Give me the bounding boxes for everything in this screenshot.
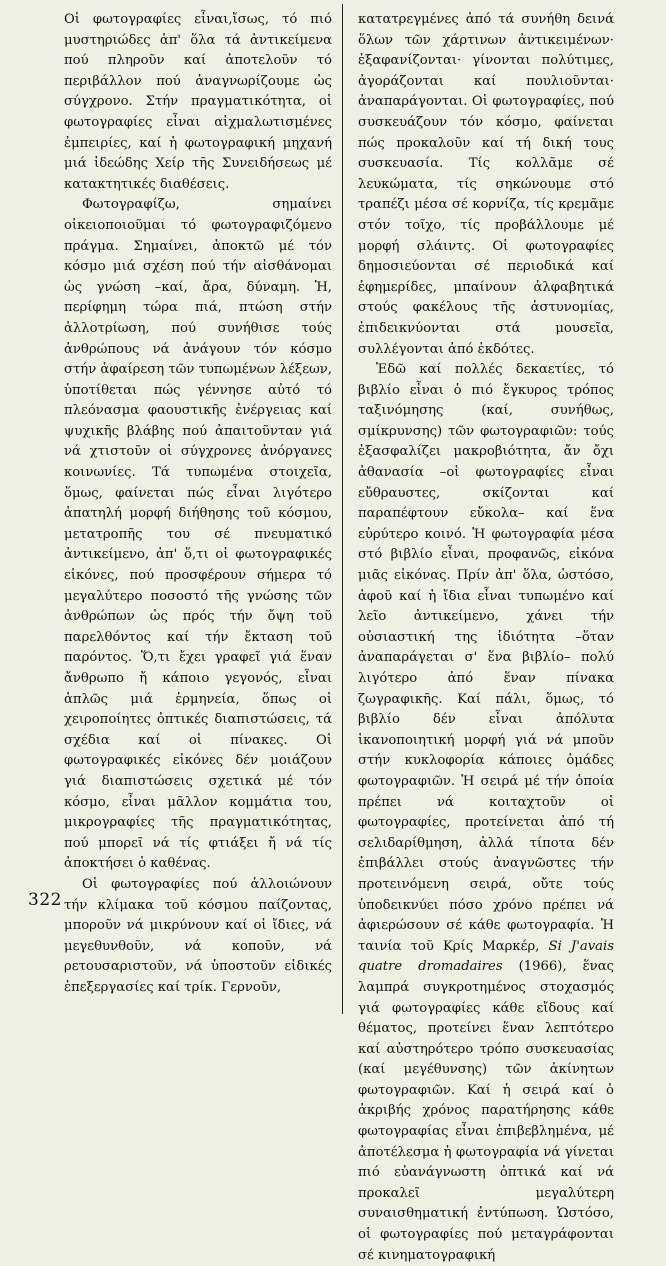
paragraph [358, 360, 614, 1266]
paragraph-continuation: κατατρεγμένες ἀπό τά συνήθη δεινά ὅλων τῶν χάρτινων ἀντικειμένων· ἐξαφανίζονται· γίνονται πολύτιμες, ἀγοράζονται καί πουλιοῦνται· ἀναπαράγονται. Οἱ φωτογραφίες, πού συσκευάζουν τόν κόσμο, φαίνεται πώς προκαλοῦν καί τή δική τους συσκευασία. Τίς κολλᾶμε σέ λευκώματα, τίς σηκώνουμε στό τραπέζι μέσα σέ κορνίζα, τίς κρεμᾶμε στόν τοῖχο, τίς προβάλλουμε μέ μορφή σλάιντς. Οἱ φωτογραφίες δημοσιεύονται σέ περιοδικά καί ἐφημερίδες, μπαίνουν ἀλφαβητικά στούς φακέλους τῆς ἀστυνομίας, ἐπιδεικνύονται στά μουσεῖα, συλλέγονται ἀπό ἐκδότες. [358, 12, 614, 357]
paragraph-text: Ἐδῶ καί πολλές δεκαετίες, τό βιβλίο εἶναι ὁ πιό ἔγκυρος τρόπος ταξινόμησης (καί, συνήθως, σμίκρυνσης) τῶν φωτογραφιῶν: τούς ἐξασφαλίζει μακροβιότητα, ἄν ὄχι ἀθανασία –οἱ φωτογραφίες εἶναι εὔθραυστες, σκίζονται καί παραπέφτουν εὔκολα– καί ἕνα εὐρύτερο κοινό. Ἡ φωτογραφία μέσα στό βιβλίο εἶναι, προφανῶς, εἰκόνα μιᾶς εἰκόνας. Πρίν ἀπ' ὅλα, ὡστόσο, ἀφοῦ καί ἡ ἴδια εἶναι τυπωμένο καί λεῖο ἀντικείμενο, χάνει τήν οὐσιαστική της ἰδιότητα –ὅταν ἀναπαράγεται σ' ἕνα βιβλίο– πολύ λιγότερο ἀπό ἕναν πίνακα ζωγραφικῆς. Καί πάλι, ὅμως, τό βιβλίο δέν εἶναι ἀπόλυτα ἱκανοποιητική μορφή γιά νά μποῦν στήν κυκλοφορία κάποιες ὁμάδες φωτογραφιῶν. Ἡ σειρά μέ τήν ὁποία πρέπει νά κοιταχτοῦν οἱ φωτογραφίες, προτείνεται ἀπό τή σελιδαρίθμηση, ἀλλά τίποτα δέν ἐπιβάλλει στούς ἀναγνῶστες τήν προτεινόμενη σειρά, οὔτε τούς ὑποδεικνύει πόσο χρόνο πρέπει νά ἀφιερώσουν σέ κάθε φωτογραφία. Ἡ ταινία τοῦ Κρίς Μαρκέρ, [358, 362, 614, 954]
left-text-column [64, 10, 332, 999]
paragraph: Οἱ φωτογραφίες πού ἀλλοιώνουν τήν κλίμακα τοῦ κόσμου παίζοντας, μποροῦν νά μικρύνουν καί οἱ ἴδιες, νά μεγεθυνθοῦν, νά κοποῦν, νά ρετουσαριστοῦν, νά ὑποστοῦν εἰδικές ἐπεξεργασίες καί τρίκ. Γερνοῦν, [64, 876, 332, 995]
column-divider [342, 4, 343, 1014]
paragraph-text: (1966), ἕνας λαμπρά συγκροτημένος στοχασμός γιά φωτογραφίες κάθε εἴδους καί θέματος, προτείνει ἕναν λεπτότερο καί αὐστηρότερο τρόπο συσκευασίας (καί μεγέθυνσης) τῶν ἀκίνητων φωτογραφιῶν. Καί ἡ σειρά καί ὁ ἀκριβής χρόνος παρατήρησης κάθε φωτογραφίας εἶναι ἐπιβεβλημένα, μέ ἀποτέλεσμα ἡ φωτογραφία νά γίνεται πιό εὐανάγνωστη ὀπτικά καί νά προκαλεῖ μεγαλύτερη συναισθηματική ἐντύπωση. Ὡστόσο, οἱ φωτογραφίες πού μεταγράφονται σέ κινηματογραφική [358, 959, 614, 1263]
right-text-column [358, 10, 614, 1266]
paragraph: Οἱ φωτογραφίες εἶναι,ἴσως, τό πιό μυστηριώδες ἀπ' ὅλα τά ἀντικείμενα πού πληροῦν καί ἀποτελοῦν τό περιβάλλον πού ἀναγνωρίζουμε ὡς σύγχρονο. Στήν πραγματικότητα, οἱ φωτογραφίες εἶναι αἰχμαλωτισμένες ἐμπειρίες, καί ἡ φωτογραφική μηχανή μιά ἰδεώδης Χείρ τῆς Συνειδήσεως μέ κατακτητικές διαθέσεις. [64, 12, 332, 192]
paragraph: Φωτογραφίζω, σημαίνει οἰκειοποιοῦμαι τό φωτογραφιζόμενο πράγμα. Σημαίνει, ἀποκτῶ μέ τόν κόσμο μιά σχέση πού τήν αἰσθάνομαι ὡς γνώση –καί, ἄρα, δύναμη. Ἡ, περίφημη τώρα πιά, πτώση στήν ἀλλοτρίωση, πού συνήθισε τούς ἀνθρώπους νά ἀνάγουν τόν κόσμο στήν ἀφαίρεση τῶν τυπωμένων λέξεων, ὑποτίθεται πώς γέννησε αὐτό τό πλεόνασμα φαουστικῆς ἐνέργειας καί ψυχικῆς βλάβης πού ἀπαιτοῦνταν γιά νά χτιστοῦν οἱ σύγχρονες ἀνόργανες κοινωνίες. Τά τυπωμένα στοιχεῖα, ὅμως, φαίνεται πώς εἶναι λιγότερο ἀπατηλή μορφή διήθησης τοῦ κόσμου, μετατροπῆς του σέ πνευματικό ἀντικείμενο, ἀπ' ὅ,τι οἱ φωτογραφικές εἰκόνες, πού προσφέρουν σήμερα τό μεγαλύτερο ποσοστό τῆς γνώσης τῶν ἀνθρώπων ὡς πρός τήν ὄψη τοῦ παρελθόντος καί τήν ἔκταση τοῦ παρόντος. Ὅ,τι ἔχει γραφεῖ γιά ἕναν ἄνθρωπο ἤ κάποιο γεγονός, εἶναι ἁπλῶς μιά ἑρμηνεία, ὅπως οἱ χειροποίητες ὀπτικές διαπιστώσεις, τά σχέδια καί οἱ πίνακες. Οἱ φωτογραφικές εἰκόνες δέν μοιάζουν γιά διαπιστώσεις σχετικά μέ τόν κόσμο, εἶναι μᾶλλον κομμάτια του, μικρογραφίες τῆς πραγματικότητας, πού μπορεῖ νά τίς φτιάξει ἤ νά τίς ἀποκτήσει ὁ καθένας. [64, 197, 332, 872]
film-title: Si J'avais quatre dromadaires [358, 938, 614, 975]
page-number: 322 [28, 890, 62, 910]
